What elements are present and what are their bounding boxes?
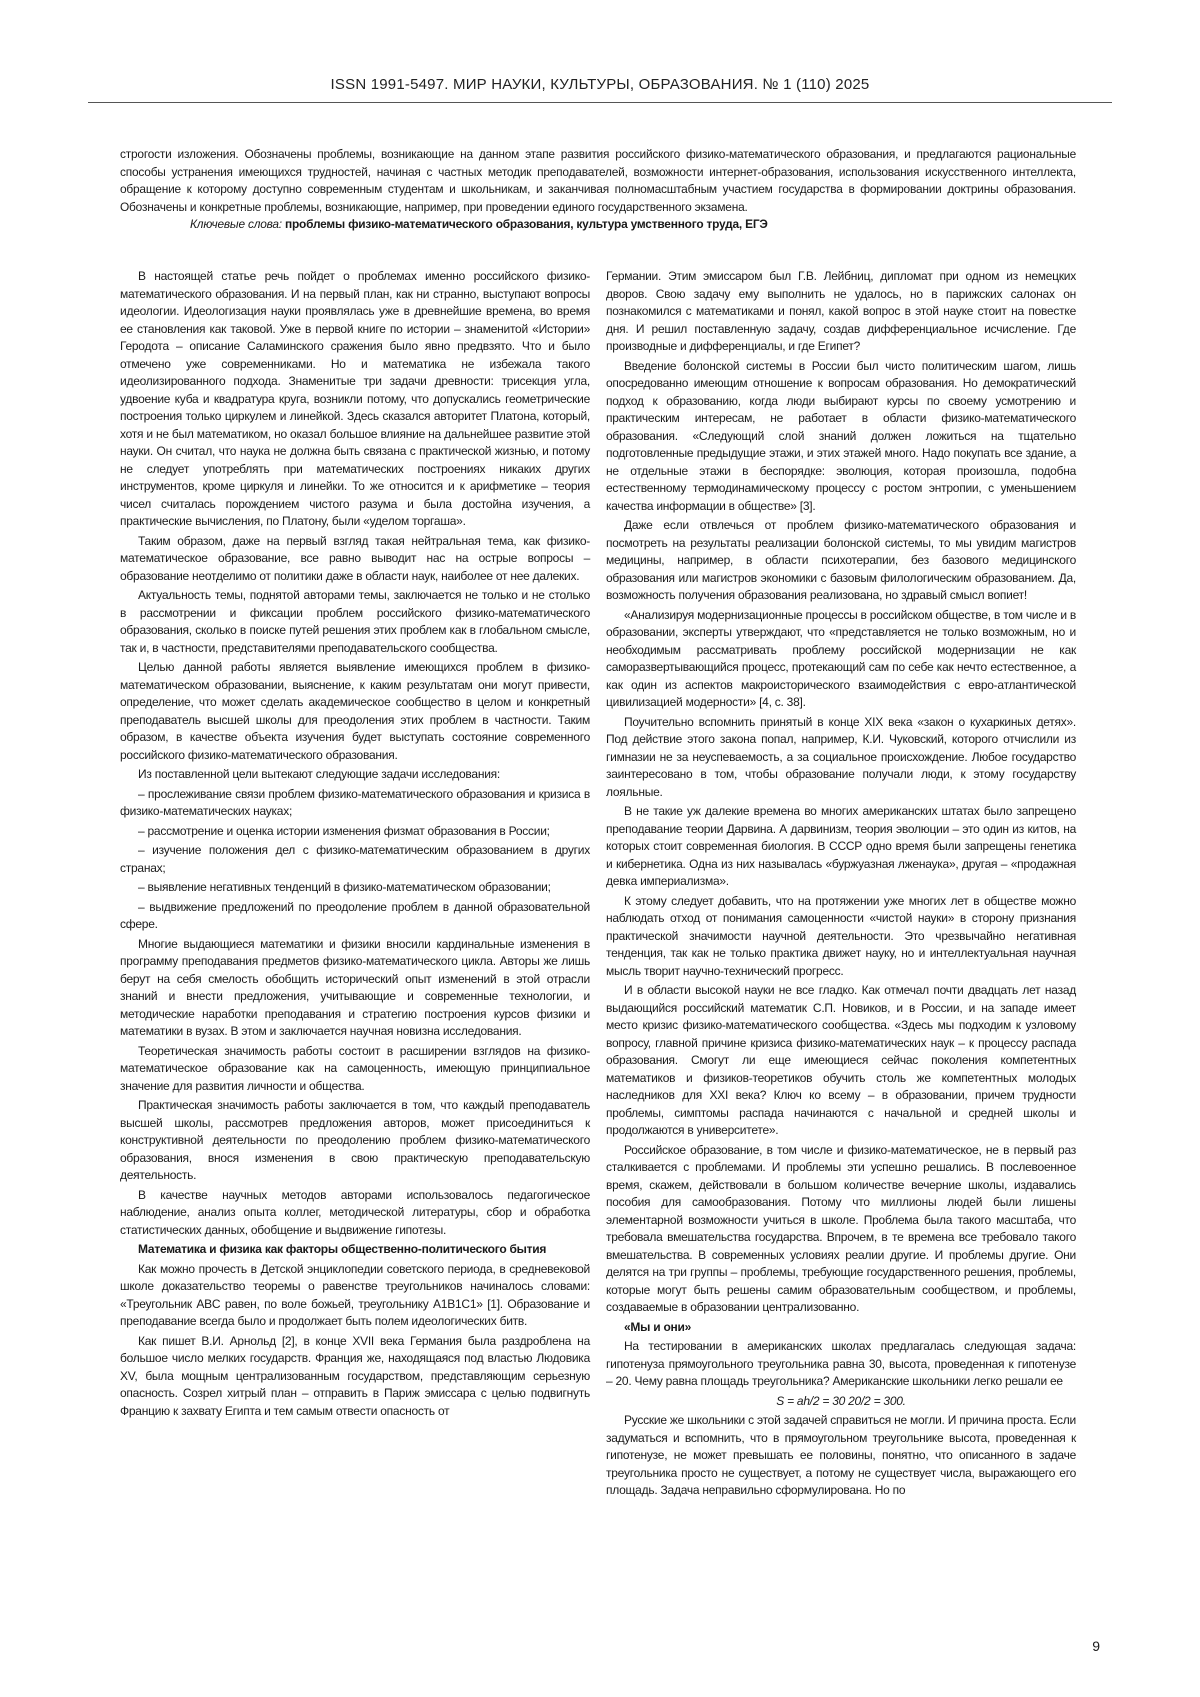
paragraph: Введение болонской системы в России был чисто политическим шагом, лишь опосредованно имеющим отношение к вопросам образования. Но демократический подход к образованию, когда люди выбирают курсы по своему усмотрению и практическим интересам, не работает в области физико-математического образования. «Следующий слой знаний должен ложиться на тщательно подготовленные предыдущие этажи, и этих этажей много. Надо покупать все здание, а не отдельные этажи в беспорядке: эволюция, которая произошла, подобна естественному термодинамическому процессу с ростом энтропии, с уменьшением качества информации в обществе» [3].	[606, 358, 1076, 516]
keywords-label: Ключевые слова:	[190, 217, 282, 231]
formula: S = ah/2 = 30 20/2 = 300.	[606, 1393, 1076, 1411]
list-item: – рассмотрение и оценка истории изменения физмат образования в России;	[120, 823, 590, 841]
paragraph: Практическая значимость работы заключается в том, что каждый преподаватель высшей школы, рассмотрев предложения авторов, может присоединиться к конструктивной деятельности по преодолению проблем физико-математического образования, внося изменения в свою практическую преподавательскую деятельность.	[120, 1097, 590, 1185]
paragraph: Целью данной работы является выявление имеющихся проблем в физико-математическом образовании, выяснение, к каким результатам они могут привести, определение, что может сделать академическое сообщество в целом и конкретный преподаватель высшей школы для преодоления этих проблем в частности. Таким образом, в качестве объекта изучения будет выступать состояние современного российского физико-математического образования.	[120, 659, 590, 764]
paragraph: Германии. Этим эмиссаром был Г.В. Лейбниц, дипломат при одном из немецких дворов. Свою задачу ему выполнить не удалось, но в парижских салонах он познакомился с математиками и понял, какой вопрос в этой науке стоит на повестке дня. И решил поставленную задачу, создав дифференциальное исчисление. Где производные и дифференциалы, и где Египет?	[606, 268, 1076, 356]
abstract	[120, 146, 1076, 234]
keywords-text: проблемы физико-математического образования, культура умственного труда, ЕГЭ	[285, 217, 768, 231]
paragraph: Многие выдающиеся математики и физики вносили кардинальные изменения в программу преподавания предметов физико-математического цикла. Авторы же лишь берут на себя смелость обобщить исторический опыт изменений в этой отрасли знаний и внести предложения, учитывающие и современные технологии, и методические наработки преподавания и стратегию построения курсов физики и математики в вузах. В этом и заключается научная новизна исследования.	[120, 936, 590, 1041]
journal-header: ISSN 1991-5497. МИР НАУКИ, КУЛЬТУРЫ, ОБРАЗОВАНИЯ. № 1 (110) 2025	[88, 76, 1112, 103]
list-item: – выдвижение предложений по преодоление проблем в данной образовательной сфере.	[120, 899, 590, 934]
paragraph: Из поставленной цели вытекают следующие задачи исследования:	[120, 766, 590, 784]
list-item: – изучение положения дел с физико-математическим образованием в других странах;	[120, 842, 590, 877]
paragraph: Как можно прочесть в Детской энциклопедии советского периода, в средневековой школе доказательство теоремы о равенстве треугольников начиналось словами: «Треугольник ABC равен, по воле божьей, треугольнику A1B1C1» [1]. Образование и преподавание всегда было и продолжает быть полем идеологических битв.	[120, 1261, 590, 1331]
paragraph: Поучительно вспомнить принятый в конце XIX века «закон о кухаркиных детях». Под действие этого закона попал, например, К.И. Чуковский, которого отчислили из гимназии не за неуспеваемость, а за социальное происхождение. Любое государство заинтересовано в том, чтобы образование получали люди, к этому государству лояльные.	[606, 714, 1076, 802]
paragraph: Теоретическая значимость работы состоит в расширении взглядов на физико-математическое образование как на самоценность, имеющую принципиальное значение для развития личности и общества.	[120, 1043, 590, 1096]
paragraph: В качестве научных методов авторами использовалось педагогическое наблюдение, анализ опыта коллег, методической литературы, сбор и обработка статистических данных, обобщение и выдвижение гипотезы.	[120, 1187, 590, 1240]
paragraph: В настоящей статье речь пойдет о проблемах именно российского физико-математического образования. И на первый план, как ни странно, выступают вопросы идеологии. Идеологизация науки проявлялась уже в древнейшие времена, во время ее становления как таковой. Уже в первой книге по истории – знаменитой «Истории» Геродота – описание Саламинского сражения было явно предвзято. Что и было отмечено уже современниками. Но и математика не избежала такого идеолизированного подхода. Знаменитые три задачи древности: трисекция угла, удвоение куба и квадратура круга, возникли потому, что допускались геометрические построения только циркулем и линейкой. Здесь сказался авторитет Платона, который, хотя и не был математиком, но оказал большое влияние на дальнейшее развитие этой науки. Он считал, что наука не должна быть связана с практической жизнью, и потому не следует употреблять при математических построениях никаких других инструментов, кроме циркуля и линейки. То же относится и к арифметике – теория чисел считалась порождением чистого разума и была достойна изучения, а практические вычисления, по Платону, были «уделом торгаша».	[120, 268, 590, 531]
paragraph: Российское образование, в том числе и физико-математическое, не в первый раз сталкивается с проблемами. И проблемы эти успешно решались. В послевоенное время, скажем, действовали в большом количестве вечерние школы, издавались пособия для самообразования. Потому что миллионы людей были лишены элементарной возможности учиться в школе. Проблема была такого масштаба, что требовала вмешательства государства. Впрочем, в те времена все требовало такого вмешательства. В современных условиях реалии другие. И проблемы другие. Они делятся на три группы – проблемы, требующие государственного решения, проблемы, которые могут быть решены самим образовательным сообществом, и проблемы, создаваемые в образовании централизованно.	[606, 1142, 1076, 1317]
list-item: – прослеживание связи проблем физико-математического образования и кризиса в физико-математических науках;	[120, 786, 590, 821]
paragraph: На тестировании в американских школах предлагалась следующая задача: гипотенуза прямоугольного треугольника равна 30, высота, проведенная к гипотенузе – 20. Чему равна площадь треугольника? Американские школьники легко решали ее	[606, 1338, 1076, 1391]
paragraph: «Анализируя модернизационные процессы в российском обществе, в том числе и в образовании, эксперты утверждают, что «представляется не только возможным, но и необходимым рассматривать проблему российской модернизации не как саморазвертывающийся процесс, протекающий сам по себе как нечто естественное, а как один из аспектов макроисторического взаимодействия с евро-атлантической цивилизацией модерности» [4, с. 38].	[606, 607, 1076, 712]
paragraph: Русские же школьники с этой задачей справиться не могли. И причина проста. Если задуматься и вспомнить, что в прямоугольном треугольнике высота, проведенная к гипотенузе, не может превышать ее половины, понятно, что описанного в задаче треугольника просто не существует, а потому не существует числа, выражающего его площадь. Задача неправильно сформулирована. Но по	[606, 1412, 1076, 1500]
paragraph: Актуальность темы, поднятой авторами темы, заключается не только и не столько в рассмотрении и фиксации проблем российского физико-математического образования, сколько в поиске путей решения этих проблем как в глобальном смысле, так и, в частности, представителями преподавательского сообщества.	[120, 587, 590, 657]
section-heading: Математика и физика как факторы общественно-политического бытия	[120, 1241, 590, 1259]
paragraph: И в области высокой науки не все гладко. Как отмечал почти двадцать лет назад выдающийся российский математик С.П. Новиков, и в России, и на западе имеет место кризис физико-математического сообщества. «Здесь мы подходим к узловому вопросу, главной причине кризиса физико-математических наук – к процессу распада образования. Смогут ли еще имеющиеся сейчас поколения компетентных математиков и физиков-теоретиков обучить столь же компетентных молодых наследников для XXI века? Ключ ко всему – в образовании, причем трудности проблемы, симптомы распада начинаются с начальной и средней школы и продолжаются в университете».	[606, 982, 1076, 1140]
paragraph: Таким образом, даже на первый взгляд такая нейтральная тема, как физико-математическое образование, все равно выводит нас на острые вопросы – образование неотделимо от политики даже в области наук, наиболее от нее далеких.	[120, 533, 590, 586]
paragraph: К этому следует добавить, что на протяжении уже многих лет в обществе можно наблюдать отход от понимания самоценности «чистой науки» в сторону признания практической значимости научной деятельности. Это чрезвычайно негативная тенденция, так как не только практика движет науку, но и интеллектуальная научная мысль творит научно-технический прогресс.	[606, 893, 1076, 981]
list-item: – выявление негативных тенденций в физико-математическом образовании;	[120, 879, 590, 897]
paragraph: Даже если отвлечься от проблем физико-математического образования и посмотреть на результаты реализации болонской системы, то мы увидим магистров медицины, например, в области психотерапии, без базового медицинского образования или магистров экономики с базовым филологическим образованием. Да, возможность получения образования реализована, но здравый смысл вопиет!	[606, 517, 1076, 605]
page-number: 9	[1092, 1638, 1100, 1654]
subheading: «Мы и они»	[606, 1319, 1076, 1337]
left-column	[120, 268, 590, 1422]
keywords	[120, 216, 1076, 234]
abstract-text: строгости изложения. Обозначены проблемы, возникающие на данном этапе развития российского физико-математического образования, и предлагаются рациональные способы устранения имеющихся трудностей, начиная с частных методик преподавателей, возможности интернет-образования, использования искусственного интеллекта, обращение к которому доступно современным студентам и школьникам, и заканчивая полномасштабным участием государства в формировании доктрины образования. Обозначены и конкретные проблемы, возникающие, например, при проведении единого государственного экзамена.	[120, 146, 1076, 216]
paragraph: В не такие уж далекие времена во многих американских штатах было запрещено преподавание теории Дарвина. А дарвинизм, теория эволюции – это один из китов, на которых стоит современная биология. В СССР одно время были запрещены генетика и кибернетика. Одна из них называлась «буржуазная лженаука», другая – «продажная девка империализма».	[606, 803, 1076, 891]
paragraph: Как пишет В.И. Арнольд [2], в конце XVII века Германия была раздроблена на большое число мелких государств. Франция же, находящаяся под властью Людовика XV, была мощным централизованным государством, представляющим серьезную опасность. Созрел хитрый план – отправить в Париж эмиссара с целью подвигнуть Францию к захвату Египта и тем самым отвести опасность от	[120, 1333, 590, 1421]
right-column	[606, 268, 1076, 1502]
